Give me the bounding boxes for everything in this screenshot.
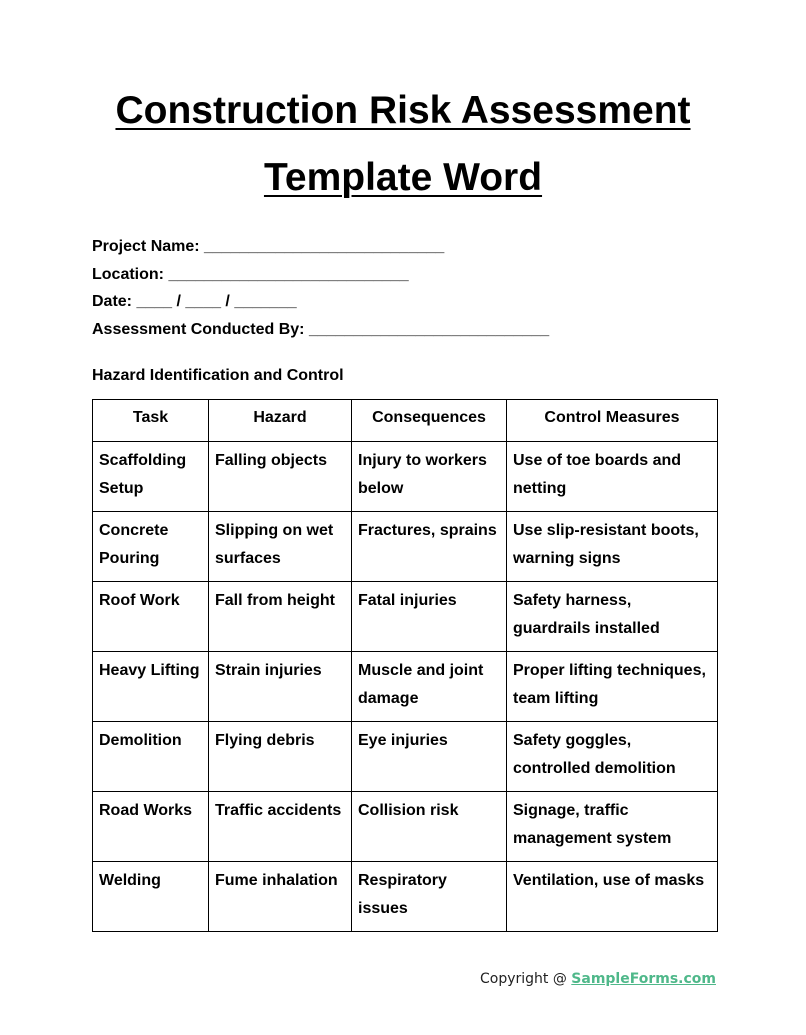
table-header-row	[93, 400, 718, 442]
table-row	[93, 652, 718, 722]
field-label: Project Name:	[92, 238, 200, 255]
cell-consequences: Injury to workers below	[352, 442, 507, 512]
cell-control-measures: Use slip-resistant boots, warning signs	[507, 512, 718, 582]
cell-task: Welding	[93, 862, 209, 932]
cell-task: Roof Work	[93, 582, 209, 652]
cell-task: Road Works	[93, 792, 209, 862]
cell-task: Demolition	[93, 722, 209, 792]
column-header-control-measures: Control Measures	[507, 400, 718, 442]
field-location	[92, 261, 732, 289]
table-row	[93, 722, 718, 792]
section-heading: Hazard Identification and Control	[92, 367, 344, 384]
field-project-name	[92, 233, 732, 261]
field-blank-line: ___________________________	[199, 238, 445, 255]
column-header-task: Task	[93, 400, 209, 442]
title-text-2: Template Word	[263, 156, 543, 199]
cell-consequences: Respiratory issues	[352, 862, 507, 932]
field-blank-line: ____ / ____ / _______	[132, 293, 297, 311]
field-label: Location:	[92, 265, 164, 283]
cell-hazard: Falling objects	[209, 442, 352, 512]
table-row	[93, 512, 718, 582]
cell-hazard: Slipping on wet surfaces	[209, 512, 352, 582]
table-row	[93, 792, 718, 862]
document-title-line-2	[0, 155, 806, 201]
cell-consequences: Muscle and joint damage	[352, 652, 507, 722]
cell-hazard: Flying debris	[209, 722, 352, 792]
document-title-line-1	[0, 88, 806, 134]
cell-control-measures: Safety harness, guardrails installed	[507, 582, 718, 652]
table-row	[93, 862, 718, 932]
table-row	[93, 582, 718, 652]
cell-consequences: Collision risk	[352, 792, 507, 862]
copyright-footer	[480, 967, 716, 991]
field-date	[92, 288, 732, 316]
cell-hazard: Strain injuries	[209, 652, 352, 722]
cell-control-measures: Use of toe boards and netting	[507, 442, 718, 512]
cell-task: Heavy Lifting	[93, 652, 209, 722]
cell-hazard: Traffic accidents	[209, 792, 352, 862]
field-blank-line: ___________________________	[164, 265, 409, 283]
cell-hazard: Fume inhalation	[209, 862, 352, 932]
form-fields	[92, 233, 732, 344]
title-text-1: Construction Risk Assessment	[115, 89, 691, 132]
cell-consequences: Fatal injuries	[352, 582, 507, 652]
cell-task: Concrete Pouring	[93, 512, 209, 582]
cell-consequences: Fractures, sprains	[352, 512, 507, 582]
field-label: Assessment Conducted By:	[92, 321, 305, 339]
cell-control-measures: Signage, traffic management system	[507, 792, 718, 862]
cell-hazard: Fall from height	[209, 582, 352, 652]
cell-control-measures: Ventilation, use of masks	[507, 862, 718, 932]
field-assessment-conducted-by	[92, 316, 732, 344]
cell-consequences: Eye injuries	[352, 722, 507, 792]
hazard-table	[92, 399, 718, 932]
cell-control-measures: Safety goggles, controlled demolition	[507, 722, 718, 792]
field-blank-line: ___________________________	[304, 321, 550, 339]
cell-task: Scaffolding Setup	[93, 442, 209, 512]
copyright-text: Copyright @	[479, 971, 572, 987]
column-header-hazard: Hazard	[209, 400, 352, 442]
cell-control-measures: Proper lifting techniques, team lifting	[507, 652, 718, 722]
brand-link[interactable]: SampleForms.com	[571, 971, 716, 987]
field-label: Date:	[92, 293, 133, 311]
table-row	[93, 442, 718, 512]
column-header-consequences: Consequences	[352, 400, 507, 442]
